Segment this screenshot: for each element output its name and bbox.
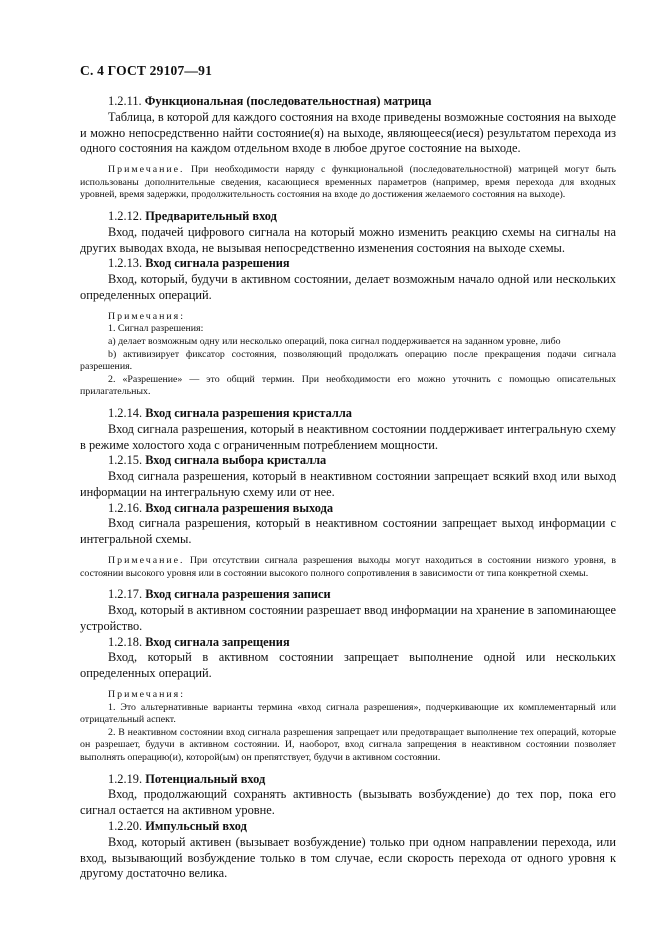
- section-body: Вход, подачей цифрового сигнала на который можно изменить реакцию схемы на сигналы на других выводах входа, не вызывая непосредственно изменения состояния на выходе схемы.: [80, 224, 616, 255]
- section-body: Вход сигнала разрешения, который в неактивном состоянии запрещает выход информации с интегральной схемы.: [80, 516, 616, 547]
- section-number: 1.2.15.: [108, 453, 143, 468]
- notes-label: Примечания:: [108, 689, 185, 701]
- section-title: Предварительный вход: [145, 208, 277, 223]
- section-body: Вход сигнала разрешения, который в неактивном состоянии поддерживает интегральную схему в режиме холостого хода с ограниченным потреблением мощности.: [80, 421, 616, 452]
- section-heading: [80, 256, 616, 272]
- section-body: Вход, который в активном состоянии разрешает ввод информации на хранение в запоминающее устройство.: [80, 603, 616, 633]
- note-item: 1. Сигнал разрешения:: [108, 323, 204, 335]
- section-heading: [80, 772, 616, 788]
- section-number: 1.2.17.: [108, 587, 143, 602]
- section-heading: [80, 501, 616, 517]
- section-number: 1.2.14.: [108, 405, 143, 420]
- section-title: Вход сигнала разрешения выхода: [145, 500, 334, 515]
- section-title: Потенциальный вход: [145, 771, 266, 786]
- section-number: 1.2.19.: [108, 771, 143, 786]
- section-heading: [80, 209, 616, 225]
- section-heading: [80, 635, 616, 651]
- section-body: Вход, который активен (вызывает возбуждение) только при одном направлении перехода, или вход, вызывающий возбуждение только в том случае, если скорость перехода от одного уровня к другому достаточно велика.: [80, 834, 616, 881]
- section-number: 1.2.18.: [108, 634, 143, 649]
- note-item: 1. Это альтернативные варианты термина «вход сигнала разрешения», подчеркивающие их комплементарный или отрицательный аспект.: [80, 701, 616, 726]
- section-number: 1.2.12.: [108, 208, 143, 223]
- note-text: При отсутствии сигнала разрешения выходы могут находиться в состоянии низкого уровня, в состоянии высокого уровня или в состоянии высокого полного сопротивления в зависимости от типа конкретной схемы.: [80, 555, 616, 579]
- section-title: Функциональная (последовательностная) матрица: [144, 94, 432, 108]
- section-heading: [80, 406, 616, 422]
- note-item: b) активизирует фиксатор состояния, позволяющий продолжать операцию после прекращения подачи сигнала разрешения.: [80, 348, 616, 373]
- page-header: С. 4 ГОСТ 29107—91: [80, 63, 213, 78]
- section-number: 1.2.16.: [108, 500, 143, 515]
- notes-label: Примечания:: [108, 310, 185, 322]
- section-number: 1.2.11.: [108, 94, 142, 108]
- section-number: 1.2.13.: [108, 256, 143, 271]
- section-body: Таблица, в которой для каждого состояния на входе приведены возможные состояния на выходе и можно непосредственно найти состояние(я) на выходе, являющееся(иеся) результатом перехода из одного состояния на каждом отдельном входе в любое другое состояние на выходе.: [80, 109, 616, 156]
- section-heading: [80, 453, 616, 469]
- section-title: Вход сигнала запрещения: [145, 634, 290, 649]
- note-item: 2. В неактивном состоянии вход сигнала разрешения запрещает или предотвращает выполнение тех операций, которые он разрешает, будучи в активном состоянии. И, наоборот, вход сигнала запрещения в неактивном состоянии позволяет выполнять операцию(и), которой(ым) он препятствует, будучи в активном состоянии.: [80, 726, 616, 764]
- section-number: 1.2.20.: [108, 819, 143, 833]
- section-heading: [80, 94, 616, 110]
- section-title: Вход сигнала разрешения записи: [145, 587, 331, 602]
- note-label: Примечание.: [108, 164, 185, 176]
- note-item: 2. «Разрешение» — это общий термин. При необходимости его можно уточнить с помощью описательных прилагательных.: [80, 373, 616, 398]
- section-title: Вход сигнала выбора кристалла: [145, 453, 327, 468]
- note: [80, 164, 616, 202]
- section-title: Вход сигнала разрешения кристалла: [145, 405, 352, 420]
- note-label: Примечание.: [108, 555, 185, 567]
- section-heading: [80, 819, 616, 835]
- section-body: Вход сигнала разрешения, который в неактивном состоянии запрещает всякий вход или выход информации на интегральную схему или от нее.: [80, 469, 616, 499]
- section-title: Вход сигнала разрешения: [145, 256, 290, 271]
- section-heading: [80, 587, 616, 603]
- note: [80, 555, 616, 580]
- page-content: [80, 94, 616, 882]
- section-body: Вход, который, будучи в активном состоянии, делает возможным начало одной или нескольких определенных операций.: [80, 272, 616, 302]
- section-body: Вход, продолжающий сохранять активность (вызывать возбуждение) до тех пор, пока его сигнал остается на активном уровне.: [80, 787, 616, 818]
- note-item: а) делает возможным одну или несколько операций, пока сигнал поддерживается на заданном уровне, либо: [108, 335, 561, 347]
- note-text: При необходимости наряду с функциональной (последовательностной) матрицей могут быть использованы дополнительные сведения, касающиеся временных параметров (например, время перехода для входных уровней, время задержки, продолжительность состояния на входе до достижения желаемого состояния на выходе).: [80, 164, 616, 201]
- section-title: Импульсный вход: [145, 819, 247, 833]
- section-body: Вход, который в активном состоянии запрещает выполнение одной или нескольких определенных операций.: [80, 650, 616, 681]
